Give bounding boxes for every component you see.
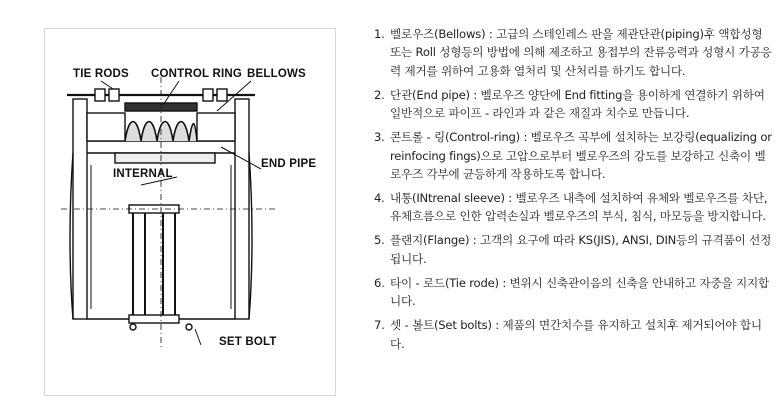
list-item (374, 25, 776, 80)
diagram-panel (44, 28, 336, 396)
item-text: 벨로우즈(Bellows) : 고급의 스테인레스 판을 제관단관(piping)후 액합성형 또는 Roll 성형등의 방법에 의해 제조하고 용접부의 잔류응력과 성형시 가공응력 제거를 위하여 고용화 열처리 및 산처리를 하기도 합니다. (390, 27, 772, 78)
expansion-joint-diagram (45, 29, 335, 395)
list-item (374, 86, 776, 123)
label-bellows: BELLOWS (247, 68, 306, 80)
item-number: 2. (374, 87, 385, 102)
component-description-list (374, 25, 776, 359)
list-item (374, 316, 776, 353)
list-item (374, 128, 776, 183)
list-item (374, 231, 776, 268)
item-number: 3. (374, 130, 385, 145)
label-tie-rods: TIE RODS (73, 68, 129, 80)
list-item (374, 274, 776, 311)
list-item (374, 189, 776, 226)
label-internal: INTERNAL (113, 168, 173, 180)
item-text: 플랜지(Flange) : 고객의 요구에 따라 KS(JIS), ANSI, DIN등의 규격품이 선정됩니다. (390, 233, 772, 266)
label-end-pipe: END PIPE (261, 158, 317, 170)
item-text: 콘트롤 - 링(Control-ring) : 벨로우즈 곡부에 설치하는 보강링(equalizing or reinfocing fings)으로 고압으로부터 벨로우즈의 강도를 보강하고 신축이 벨로우즈 각부에 균등하게 작용하도록 합니다. (390, 130, 772, 182)
item-number: 6. (374, 275, 385, 290)
internal-sleeve (115, 153, 215, 163)
item-number: 7. (374, 318, 385, 333)
item-number: 1. (374, 27, 385, 41)
item-text: 셋 - 볼트(Set bolts) : 제품의 면간치수를 유지하고 설치후 제거되어야 합니다. (390, 318, 762, 351)
item-text: 내통(INtrenal sleeve) : 벨로우즈 내측에 설치하여 유체와 벨로우즈를 차단, 유체흐름으로 인한 압력손실과 벨로우즈의 부식, 침식, 마모등을 방지합니다. (390, 191, 768, 224)
item-text: 단관(End pipe) : 벨로우즈 양단에 End fitting을 용이하게 연결하기 위하여 일반적으로 파이프 - 라인과 과 같은 재질과 치수로 만듭니다. (390, 87, 765, 121)
item-number: 5. (374, 233, 385, 248)
item-number: 4. (374, 191, 385, 206)
item-text: 타이 - 로드(Tie rode) : 변위시 신축관이음의 신축을 안내하고 자중을 지지합니다. (390, 275, 769, 309)
label-control-ring: CONTROL RING (151, 68, 242, 80)
label-set-bolt: SET BOLT (219, 336, 277, 348)
